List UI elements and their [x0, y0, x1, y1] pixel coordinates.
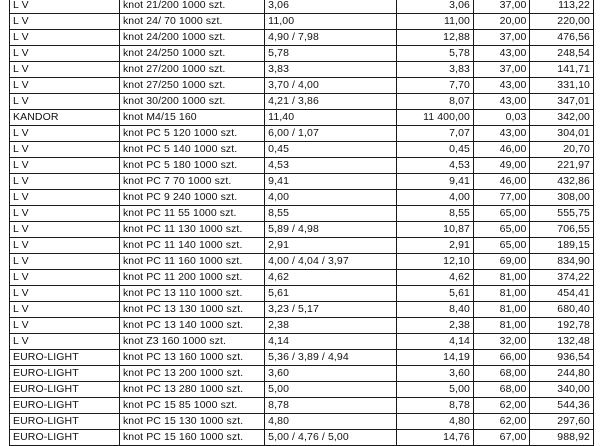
partial-quantities-cell: 4,90 / 7,98	[265, 30, 397, 46]
unit-price-cell: 43,00	[473, 94, 529, 110]
supplier-cell: L V	[10, 206, 120, 222]
supplier-cell: L V	[10, 126, 120, 142]
partial-quantities-cell: 4,62	[265, 270, 397, 286]
product-cell: knot PC 13 160 1000 szt.	[119, 350, 264, 366]
partial-quantities-cell: 4,53	[265, 158, 397, 174]
table-row	[10, 30, 594, 46]
quantity-cell: 2,38	[397, 318, 474, 334]
supplier-cell: L V	[10, 318, 120, 334]
total-value-cell: 706,55	[530, 222, 594, 238]
partial-quantities-cell: 4,00	[265, 190, 397, 206]
table-row	[10, 94, 594, 110]
partial-quantities-cell: 11,00	[265, 14, 397, 30]
inventory-table	[9, 0, 594, 446]
unit-price-cell: 68,00	[473, 366, 529, 382]
unit-price-cell: 20,00	[473, 14, 529, 30]
table-row	[10, 206, 594, 222]
total-value-cell: 220,00	[530, 14, 594, 30]
unit-price-cell: 81,00	[473, 318, 529, 334]
table-row	[10, 414, 594, 430]
total-value-cell: 340,00	[530, 382, 594, 398]
quantity-cell: 4,62	[397, 270, 474, 286]
unit-price-cell: 81,00	[473, 302, 529, 318]
unit-price-cell: 69,00	[473, 254, 529, 270]
unit-price-cell: 77,00	[473, 190, 529, 206]
supplier-cell: L V	[10, 190, 120, 206]
partial-quantities-cell: 8,55	[265, 206, 397, 222]
product-cell: knot PC 11 55 1000 szt.	[119, 206, 264, 222]
partial-quantities-cell: 5,36 / 3,89 / 4,94	[265, 350, 397, 366]
partial-quantities-cell: 4,80	[265, 414, 397, 430]
supplier-cell: EURO-LIGHT	[10, 430, 120, 446]
quantity-cell: 12,10	[397, 254, 474, 270]
quantity-cell: 8,55	[397, 206, 474, 222]
quantity-cell: 7,07	[397, 126, 474, 142]
unit-price-cell: 43,00	[473, 126, 529, 142]
product-cell: knot M4/15 160	[119, 110, 264, 126]
table-row	[10, 62, 594, 78]
total-value-cell: 374,22	[530, 270, 594, 286]
product-cell: knot PC 15 85 1000 szt.	[119, 398, 264, 414]
unit-price-cell: 62,00	[473, 414, 529, 430]
partial-quantities-cell: 6,00 / 1,07	[265, 126, 397, 142]
total-value-cell: 555,75	[530, 206, 594, 222]
product-cell: knot PC 11 160 1000 szt.	[119, 254, 264, 270]
product-cell: knot PC 11 200 1000 szt.	[119, 270, 264, 286]
total-value-cell: 331,10	[530, 78, 594, 94]
total-value-cell: 988,92	[530, 430, 594, 446]
quantity-cell: 3,83	[397, 62, 474, 78]
unit-price-cell: 62,00	[473, 398, 529, 414]
unit-price-cell: 37,00	[473, 30, 529, 46]
total-value-cell: 304,01	[530, 126, 594, 142]
total-value-cell: 476,56	[530, 30, 594, 46]
inventory-table-body	[10, 0, 594, 446]
partial-quantities-cell: 2,38	[265, 318, 397, 334]
total-value-cell: 432,86	[530, 174, 594, 190]
table-row	[10, 398, 594, 414]
supplier-cell: L V	[10, 142, 120, 158]
product-cell: knot PC 13 110 1000 szt.	[119, 286, 264, 302]
quantity-cell: 9,41	[397, 174, 474, 190]
unit-price-cell: 32,00	[473, 334, 529, 350]
quantity-cell: 11,00	[397, 14, 474, 30]
product-cell: knot PC 5 120 1000 szt.	[119, 126, 264, 142]
unit-price-cell: 43,00	[473, 78, 529, 94]
supplier-cell: L V	[10, 270, 120, 286]
supplier-cell: EURO-LIGHT	[10, 382, 120, 398]
total-value-cell: 20,70	[530, 142, 594, 158]
table-row	[10, 142, 594, 158]
supplier-cell: L V	[10, 222, 120, 238]
table-row	[10, 158, 594, 174]
quantity-cell: 0,45	[397, 142, 474, 158]
product-cell: knot PC 13 200 1000 szt.	[119, 366, 264, 382]
quantity-cell: 10,87	[397, 222, 474, 238]
unit-price-cell: 43,00	[473, 46, 529, 62]
unit-price-cell: 46,00	[473, 142, 529, 158]
supplier-cell: L V	[10, 94, 120, 110]
supplier-cell: L V	[10, 254, 120, 270]
product-cell: knot PC 15 160 1000 szt.	[119, 430, 264, 446]
total-value-cell: 189,15	[530, 238, 594, 254]
unit-price-cell: 81,00	[473, 286, 529, 302]
product-cell: knot PC 15 130 1000 szt.	[119, 414, 264, 430]
table-row	[10, 334, 594, 350]
supplier-cell: L V	[10, 30, 120, 46]
supplier-cell: L V	[10, 78, 120, 94]
quantity-cell: 3,06	[397, 0, 474, 14]
total-value-cell: 132,48	[530, 334, 594, 350]
table-row	[10, 190, 594, 206]
quantity-cell: 4,14	[397, 334, 474, 350]
quantity-cell: 8,40	[397, 302, 474, 318]
table-row	[10, 350, 594, 366]
unit-price-cell: 66,00	[473, 350, 529, 366]
partial-quantities-cell: 5,61	[265, 286, 397, 302]
table-row	[10, 382, 594, 398]
total-value-cell: 248,54	[530, 46, 594, 62]
quantity-cell: 4,53	[397, 158, 474, 174]
supplier-cell: L V	[10, 334, 120, 350]
partial-quantities-cell: 3,70 / 4,00	[265, 78, 397, 94]
product-cell: knot PC 13 130 1000 szt.	[119, 302, 264, 318]
supplier-cell: EURO-LIGHT	[10, 350, 120, 366]
product-cell: knot 24/ 70 1000 szt.	[119, 14, 264, 30]
table-row	[10, 0, 594, 14]
total-value-cell: 141,71	[530, 62, 594, 78]
product-cell: knot PC 11 140 1000 szt.	[119, 238, 264, 254]
supplier-cell: EURO-LIGHT	[10, 398, 120, 414]
supplier-cell: L V	[10, 174, 120, 190]
table-row	[10, 366, 594, 382]
table-row	[10, 174, 594, 190]
total-value-cell: 454,41	[530, 286, 594, 302]
table-row	[10, 270, 594, 286]
quantity-cell: 5,78	[397, 46, 474, 62]
partial-quantities-cell: 3,83	[265, 62, 397, 78]
quantity-cell: 5,00	[397, 382, 474, 398]
unit-price-cell: 65,00	[473, 238, 529, 254]
total-value-cell: 680,40	[530, 302, 594, 318]
quantity-cell: 8,78	[397, 398, 474, 414]
quantity-cell: 2,91	[397, 238, 474, 254]
partial-quantities-cell: 5,78	[265, 46, 397, 62]
partial-quantities-cell: 3,23 / 5,17	[265, 302, 397, 318]
quantity-cell: 7,70	[397, 78, 474, 94]
total-value-cell: 834,90	[530, 254, 594, 270]
product-cell: knot 21/200 1000 szt.	[119, 0, 264, 14]
total-value-cell: 113,22	[530, 0, 594, 14]
supplier-cell: KANDOR	[10, 110, 120, 126]
table-row	[10, 318, 594, 334]
product-cell: knot 27/200 1000 szt.	[119, 62, 264, 78]
quantity-cell: 3,60	[397, 366, 474, 382]
table-row	[10, 254, 594, 270]
quantity-cell: 4,00	[397, 190, 474, 206]
partial-quantities-cell: 5,00	[265, 382, 397, 398]
product-cell: knot Z3 160 1000 szt.	[119, 334, 264, 350]
product-cell: knot 24/200 1000 szt.	[119, 30, 264, 46]
unit-price-cell: 65,00	[473, 222, 529, 238]
product-cell: knot 30/200 1000 szt.	[119, 94, 264, 110]
total-value-cell: 308,00	[530, 190, 594, 206]
total-value-cell: 297,60	[530, 414, 594, 430]
quantity-cell: 14,76	[397, 430, 474, 446]
supplier-cell: L V	[10, 46, 120, 62]
partial-quantities-cell: 4,00 / 4,04 / 3,97	[265, 254, 397, 270]
supplier-cell: L V	[10, 302, 120, 318]
supplier-cell: L V	[10, 0, 120, 14]
table-row	[10, 78, 594, 94]
table-row	[10, 286, 594, 302]
table-row	[10, 302, 594, 318]
table-row	[10, 222, 594, 238]
table-row	[10, 14, 594, 30]
partial-quantities-cell: 4,21 / 3,86	[265, 94, 397, 110]
product-cell: knot 27/250 1000 szt.	[119, 78, 264, 94]
total-value-cell: 244,80	[530, 366, 594, 382]
unit-price-cell: 0,03	[473, 110, 529, 126]
partial-quantities-cell: 3,60	[265, 366, 397, 382]
partial-quantities-cell: 8,78	[265, 398, 397, 414]
product-cell: knot PC 7 70 1000 szt.	[119, 174, 264, 190]
table-row	[10, 430, 594, 446]
product-cell: knot PC 11 130 1000 szt.	[119, 222, 264, 238]
total-value-cell: 936,54	[530, 350, 594, 366]
total-value-cell: 342,00	[530, 110, 594, 126]
quantity-cell: 8,07	[397, 94, 474, 110]
partial-quantities-cell: 5,89 / 4,98	[265, 222, 397, 238]
partial-quantities-cell: 11,40	[265, 110, 397, 126]
unit-price-cell: 49,00	[473, 158, 529, 174]
partial-quantities-cell: 9,41	[265, 174, 397, 190]
product-cell: knot PC 5 180 1000 szt.	[119, 158, 264, 174]
product-cell: knot PC 13 280 1000 szt.	[119, 382, 264, 398]
partial-quantities-cell: 4,14	[265, 334, 397, 350]
supplier-cell: EURO-LIGHT	[10, 414, 120, 430]
product-cell: knot 24/250 1000 szt.	[119, 46, 264, 62]
unit-price-cell: 37,00	[473, 62, 529, 78]
supplier-cell: L V	[10, 286, 120, 302]
quantity-cell: 14,19	[397, 350, 474, 366]
supplier-cell: L V	[10, 238, 120, 254]
table-row	[10, 126, 594, 142]
supplier-cell: L V	[10, 158, 120, 174]
product-cell: knot PC 9 240 1000 szt.	[119, 190, 264, 206]
table-row	[10, 46, 594, 62]
partial-quantities-cell: 5,00 / 4,76 / 5,00	[265, 430, 397, 446]
product-cell: knot PC 13 140 1000 szt.	[119, 318, 264, 334]
product-cell: knot PC 5 140 1000 szt.	[119, 142, 264, 158]
partial-quantities-cell: 2,91	[265, 238, 397, 254]
total-value-cell: 221,97	[530, 158, 594, 174]
unit-price-cell: 65,00	[473, 206, 529, 222]
supplier-cell: EURO-LIGHT	[10, 366, 120, 382]
unit-price-cell: 67,00	[473, 430, 529, 446]
quantity-cell: 5,61	[397, 286, 474, 302]
supplier-cell: L V	[10, 14, 120, 30]
unit-price-cell: 68,00	[473, 382, 529, 398]
table-row	[10, 110, 594, 126]
unit-price-cell: 37,00	[473, 0, 529, 14]
unit-price-cell: 81,00	[473, 270, 529, 286]
partial-quantities-cell: 3,06	[265, 0, 397, 14]
unit-price-cell: 46,00	[473, 174, 529, 190]
total-value-cell: 347,01	[530, 94, 594, 110]
quantity-cell: 4,80	[397, 414, 474, 430]
quantity-cell: 11 400,00	[397, 110, 474, 126]
total-value-cell: 192,78	[530, 318, 594, 334]
total-value-cell: 544,36	[530, 398, 594, 414]
quantity-cell: 12,88	[397, 30, 474, 46]
supplier-cell: L V	[10, 62, 120, 78]
table-row	[10, 238, 594, 254]
partial-quantities-cell: 0,45	[265, 142, 397, 158]
